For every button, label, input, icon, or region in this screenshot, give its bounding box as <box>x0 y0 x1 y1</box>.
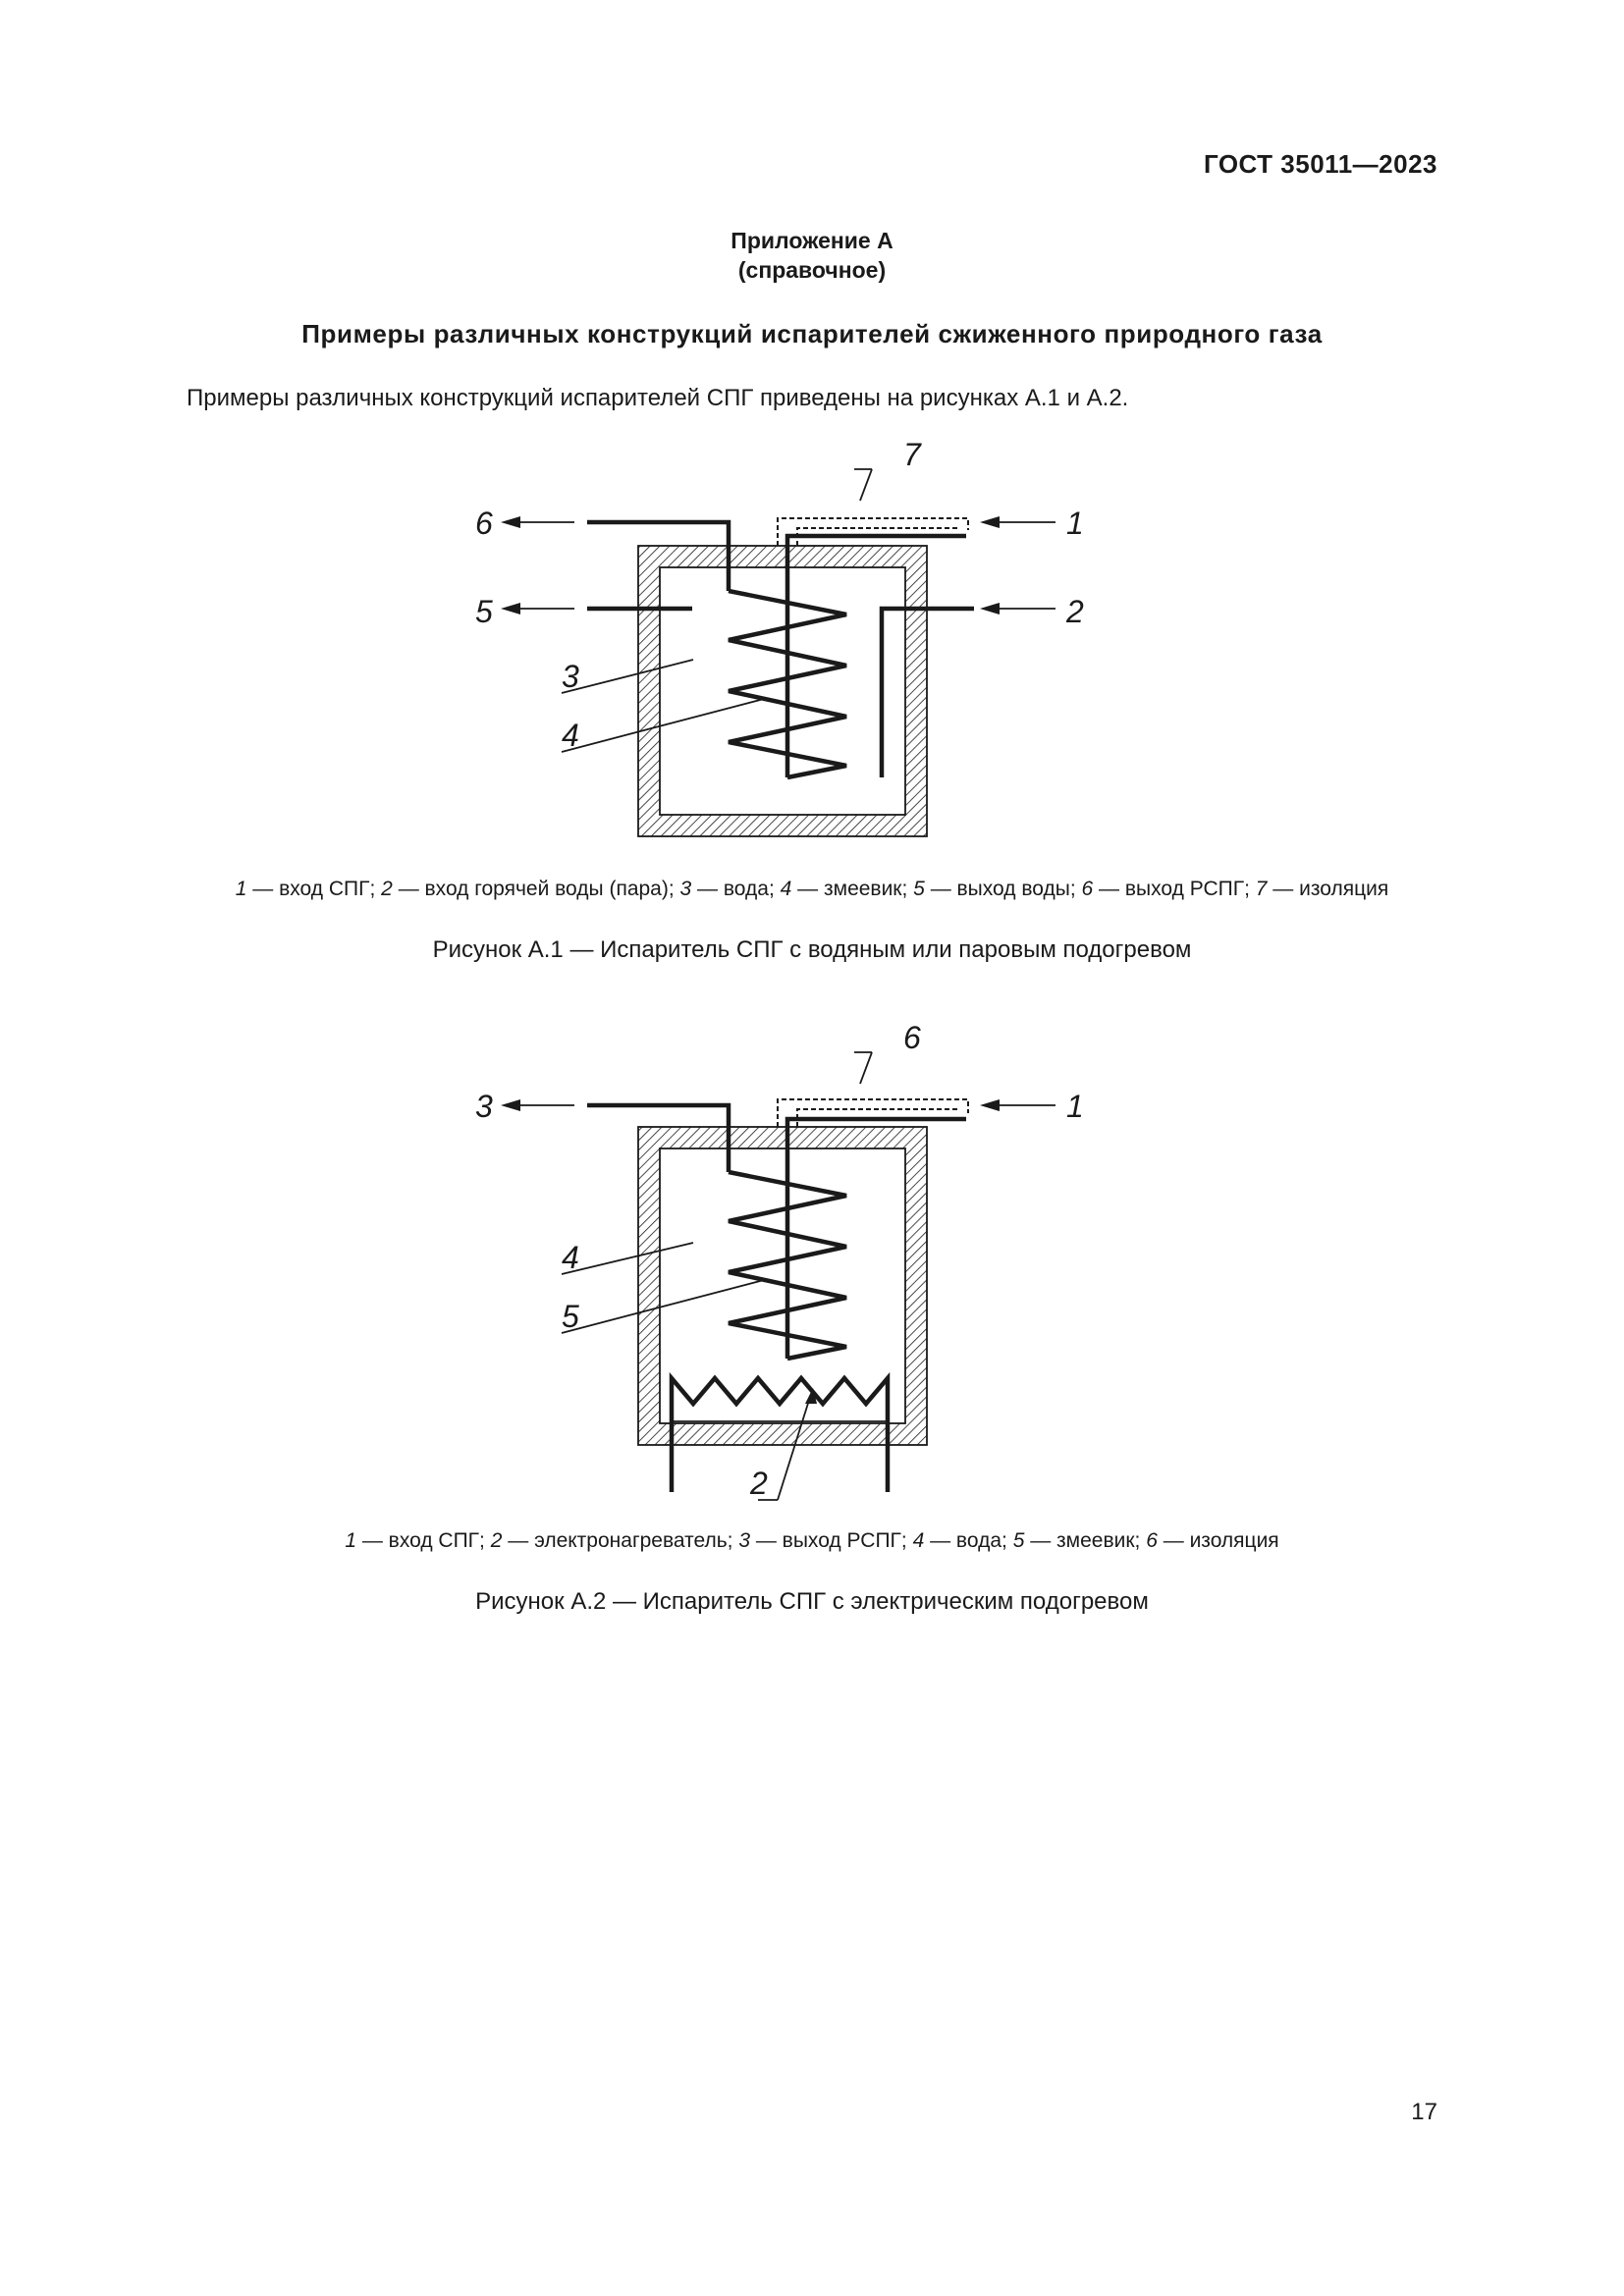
fig2-label-1: 1 <box>1066 1089 1084 1124</box>
fig2-label-2: 2 <box>750 1466 768 1501</box>
figure-a1-caption: Рисунок А.1 — Испаритель СПГ с водяным или паровым подогревом <box>432 936 1192 963</box>
fig2-label-6: 6 <box>903 1020 921 1055</box>
annex-title: Приложение А <box>731 228 893 253</box>
figure-a2-caption: Рисунок А.2 — Испаритель СПГ с электрическим подогревом <box>475 1588 1149 1615</box>
fig2-label-3: 3 <box>475 1089 493 1124</box>
fig1-label-1: 1 <box>1066 506 1084 541</box>
fig2-label-5: 5 <box>562 1299 579 1334</box>
page-number: 17 <box>1411 2099 1437 2125</box>
fig1-label-5: 5 <box>475 594 493 629</box>
arrow-outlet-3 <box>501 1099 574 1111</box>
fig1-label-2: 2 <box>1066 594 1084 629</box>
figure-a1-legend: 1 — вход СПГ; 2 — вход горячей воды (пара); 3 — вода; 4 — змеевик; 5 — выход воды; 6 — выход РСПГ; 7 — изоляция <box>235 878 1389 900</box>
fig1-label-6: 6 <box>475 506 493 541</box>
insulation <box>778 1099 968 1127</box>
electric-heater <box>672 1378 888 1404</box>
standard-code: ГОСТ 35011—2023 <box>1203 149 1437 179</box>
fig1-label-4: 4 <box>562 718 579 753</box>
fig1-label-3: 3 <box>562 659 579 694</box>
fig1-label-7: 7 <box>903 437 921 472</box>
section-heading: Примеры различных конструкций испарителей сжиженного природного газа <box>301 319 1323 348</box>
fig2-label-4: 4 <box>562 1240 579 1275</box>
figure-a2-legend: 1 — вход СПГ; 2 — электронагреватель; 3 — выход РСПГ; 4 — вода; 5 — змеевик; 6 — изоляция <box>345 1529 1279 1552</box>
annex-type: (справочное) <box>737 257 887 283</box>
intro-paragraph: Примеры различных конструкций испарителей СПГ приведены на рисунках А.1 и А.2. <box>187 385 1129 411</box>
arrow-inlet-1 <box>980 1099 1056 1111</box>
